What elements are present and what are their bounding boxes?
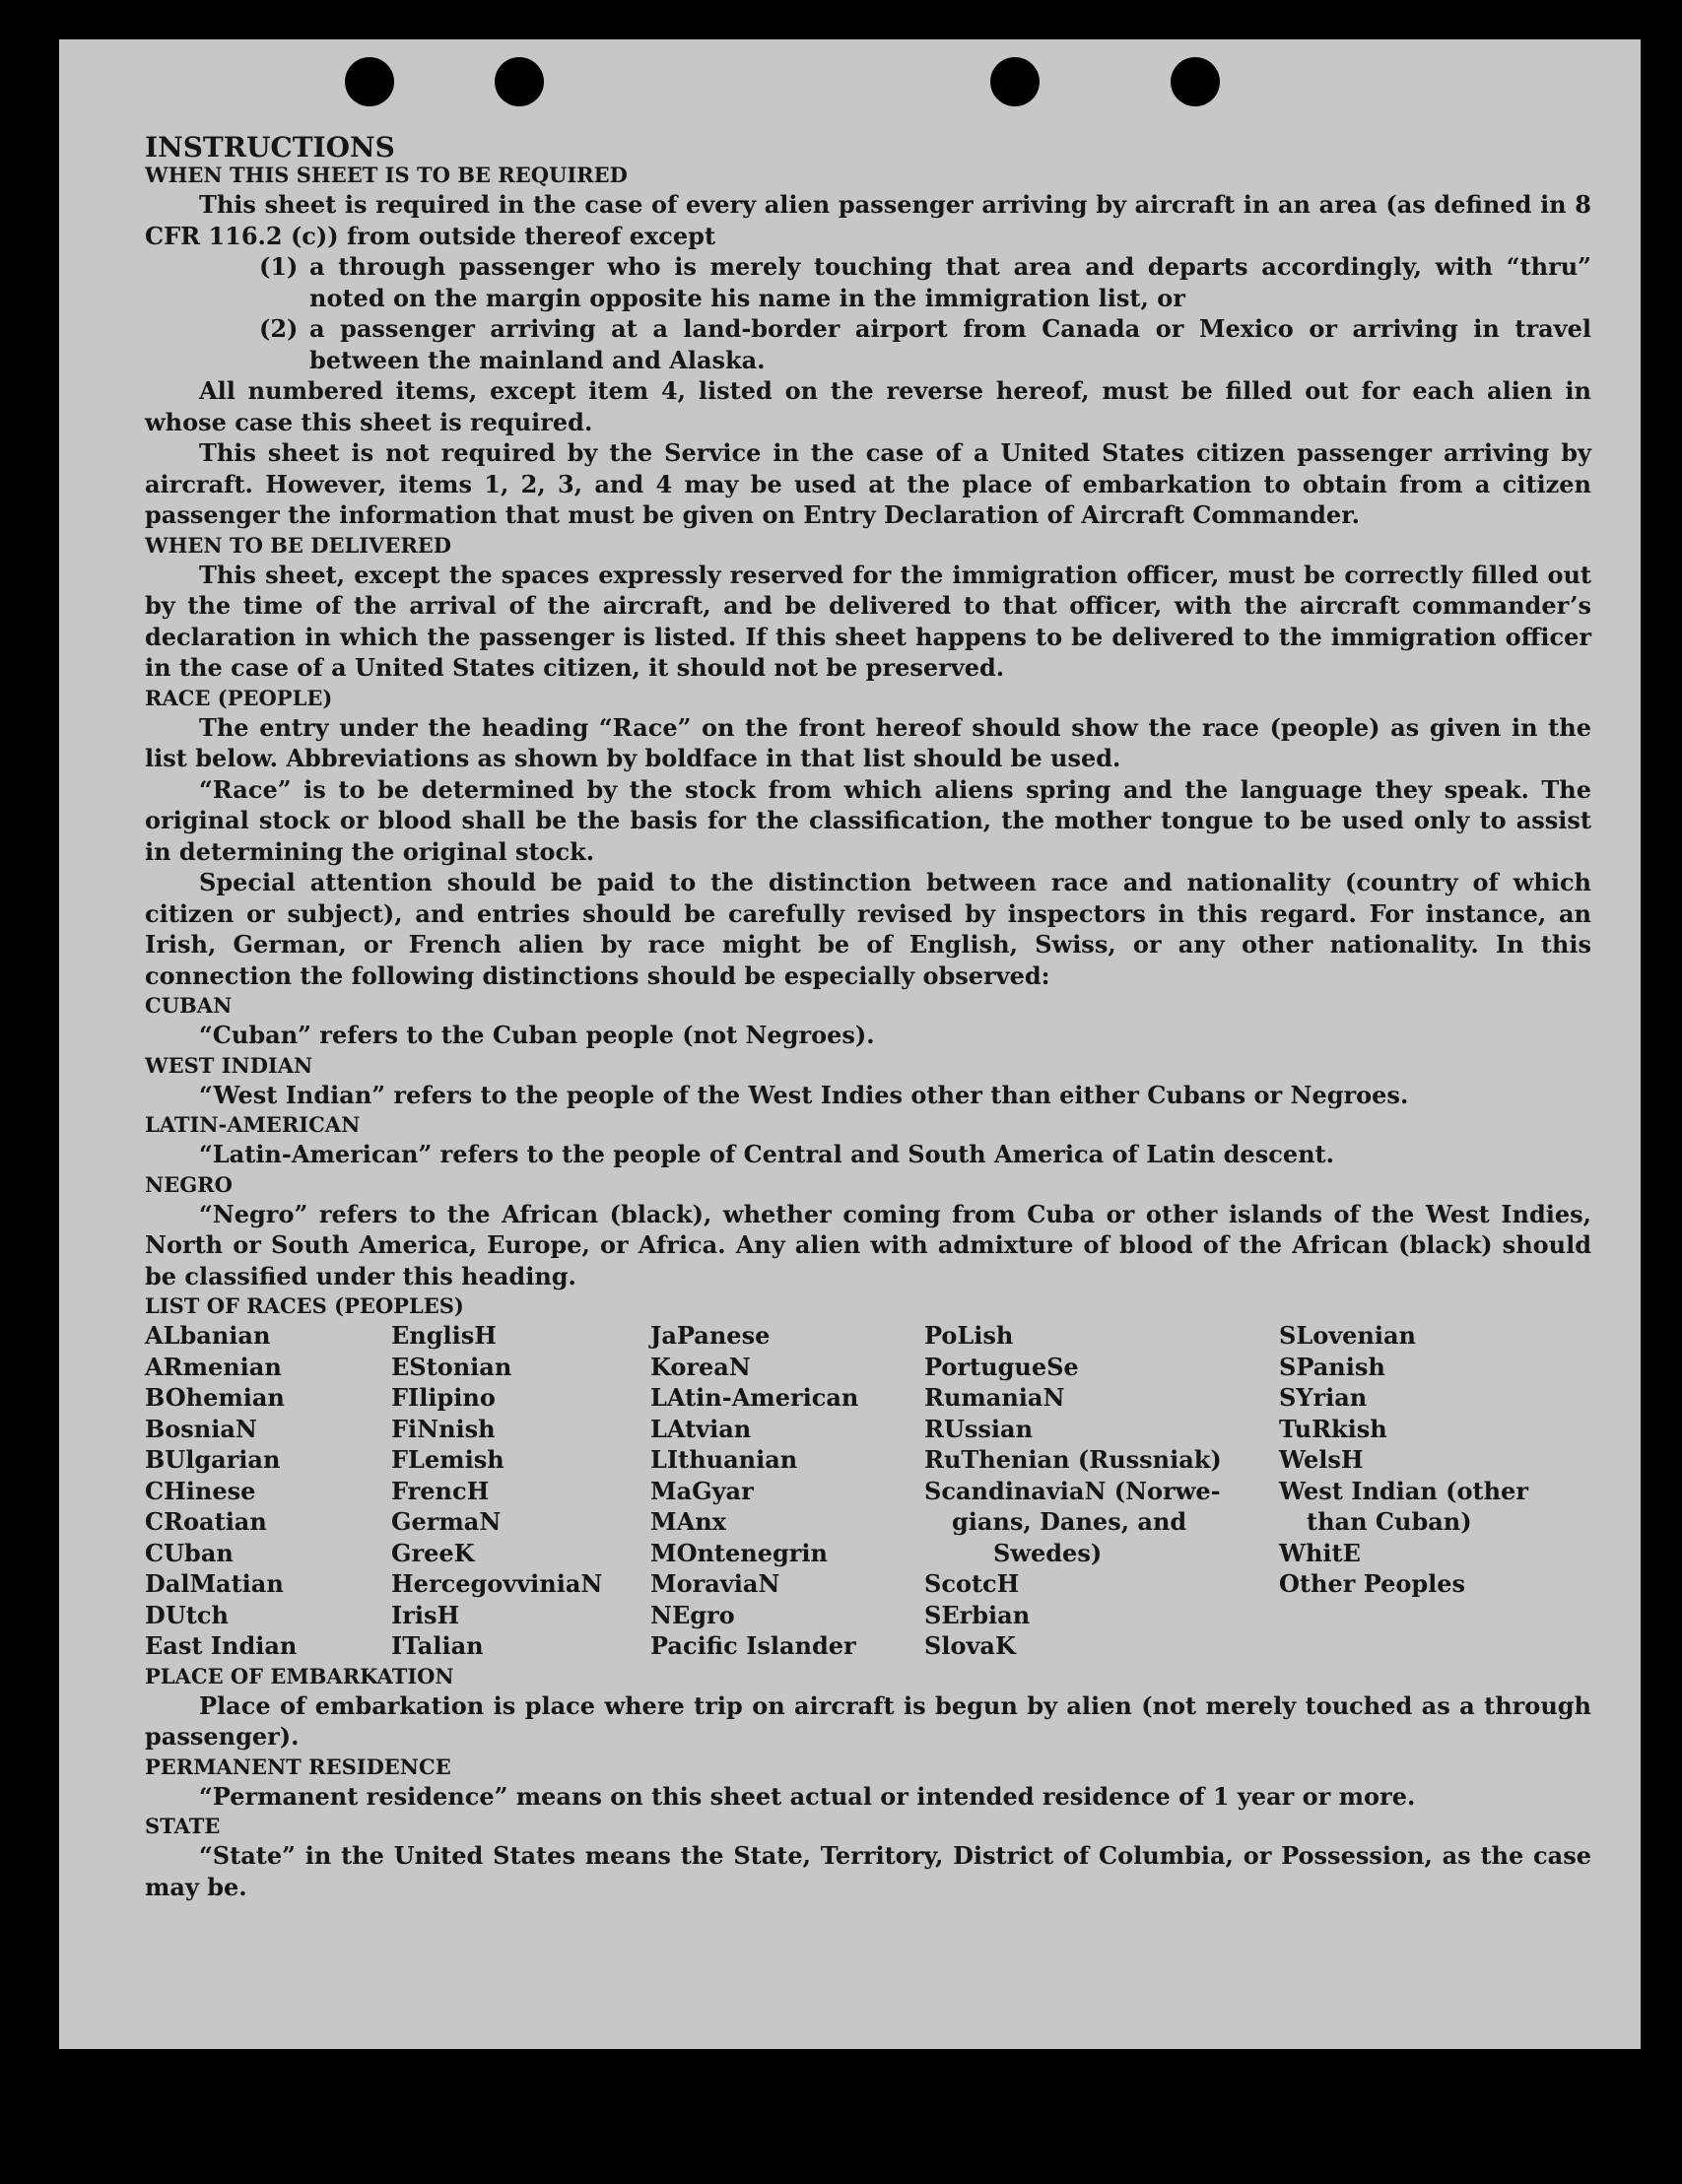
page-title: INSTRUCTIONS xyxy=(145,131,395,164)
when-delivered-text: This sheet, except the spaces expressly reserved for the immigration officer, must be correctly filled out by the time of the arrival of the aircraft, and be delivered to that officer, with the aircraft commander’s declaration in which the passenger is listed. If this sheet happens to be delivered to the immigration officer in the case of a United States citizen, it should not be preserved. xyxy=(145,560,1591,682)
item-number: (2) xyxy=(259,314,299,343)
race-entry-continued: gians, Danes, and xyxy=(952,1507,1187,1536)
punch-hole xyxy=(495,57,544,106)
race-heading: RACE (PEOPLE) xyxy=(145,685,333,710)
race-entry: LAtvian xyxy=(650,1414,752,1443)
race-entry: JaPanese xyxy=(650,1321,771,1350)
race-entry: SPanish xyxy=(1279,1352,1385,1381)
negro-text: “Negro” refers to the African (black), whether coming from Cuba or other islands of the West Indies, North or South America, Europe, or Africa. Any alien with admixture of blood of the African (black) should be classified under this heading. xyxy=(145,1199,1591,1291)
west-indian-heading: WEST INDIAN xyxy=(145,1052,313,1078)
latin-american-text: “Latin-American” refers to the people of Central and South America of Latin descent. xyxy=(199,1140,1334,1168)
state-text: “State” in the United States means the State, Territory, District of Columbia, or Possession, as the case may be. xyxy=(145,1841,1591,1901)
negro-heading: NEGRO xyxy=(145,1171,233,1197)
race-entry: ITalian xyxy=(391,1631,484,1660)
race-entry: ALbanian xyxy=(145,1321,271,1350)
item-number: (1) xyxy=(259,252,299,281)
race-entry: PortugueSe xyxy=(924,1352,1079,1381)
list-of-races-heading: LIST OF RACES (PEOPLES) xyxy=(145,1293,464,1318)
residence-heading: PERMANENT RESIDENCE xyxy=(145,1754,451,1779)
race-entry: LAtin-American xyxy=(650,1383,859,1412)
when-required-intro: This sheet is required in the case of every alien passenger arriving by aircraft in an area (as defined in 8 CFR 116.2 (c)) from outside thereof except xyxy=(145,190,1591,250)
residence-text: “Permanent residence” means on this sheet actual or intended residence of 1 year or more. xyxy=(199,1781,1416,1811)
embarkation-text: Place of embarkation is place where trip on aircraft is begun by alien (not merely touched as a through passenger). xyxy=(145,1690,1591,1751)
race-entry-continued: than Cuban) xyxy=(1307,1507,1472,1536)
when-required-heading: WHEN THIS SHEET IS TO BE REQUIRED xyxy=(145,163,628,187)
race-entry: SYrian xyxy=(1279,1383,1368,1412)
races-column-5 xyxy=(1279,1320,1575,1662)
race-entry: MoraviaN xyxy=(650,1569,780,1598)
state-heading: STATE xyxy=(145,1814,221,1838)
exception-item-1 xyxy=(145,251,1591,313)
race-entry: WelsH xyxy=(1279,1445,1364,1474)
race-paragraph-3: Special attention should be paid to the distinction between race and nationality (country of which citizen or subject), and entries should be carefully revised by inspectors in this regard. For instance, an Irish, German, or French alien by race might be of English, Swiss, or any other nationality. In this connection the following distinctions should be especially observed: xyxy=(145,868,1591,990)
cuban-text: “Cuban” refers to the Cuban people (not Negroes). xyxy=(199,1021,875,1049)
instructions-text xyxy=(145,130,1591,1902)
race-entry: NEgro xyxy=(650,1600,735,1629)
race-entry: East Indian xyxy=(145,1631,298,1660)
race-entry: Pacific Islander xyxy=(650,1631,856,1660)
races-column-4 xyxy=(924,1320,1279,1662)
race-entry: SlovaK xyxy=(924,1631,1016,1660)
race-entry: ScotcH xyxy=(924,1569,1020,1598)
race-entry: GermaN xyxy=(391,1507,502,1536)
race-entry: FLemish xyxy=(391,1445,505,1474)
race-entry: KoreaN xyxy=(650,1352,751,1381)
race-entry: DUtch xyxy=(145,1600,229,1629)
race-entry: ARmenian xyxy=(145,1352,282,1381)
embarkation-heading: PLACE OF EMBARKATION xyxy=(145,1663,454,1688)
race-entry: EnglisH xyxy=(391,1321,497,1350)
race-entry: CUban xyxy=(145,1538,234,1567)
race-entry: PoLish xyxy=(924,1321,1014,1350)
race-entry: CRoatian xyxy=(145,1507,267,1536)
item-text: a passenger arriving at a land-border airport from Canada or Mexico or arriving in travel between the mainland and Alaska. xyxy=(309,314,1591,374)
race-entry: TuRkish xyxy=(1279,1414,1387,1443)
race-paragraph-1: The entry under the heading “Race” on the front hereof should show the race (people) as given in the list below. Abbreviations as shown by boldface in that list should be used. xyxy=(145,712,1591,772)
races-column-1 xyxy=(145,1320,391,1662)
race-entry: MAnx xyxy=(650,1507,726,1536)
race-entry: FrencH xyxy=(391,1476,490,1505)
races-column-3 xyxy=(650,1320,924,1662)
race-entry: ScandinaviaN (Norwe- xyxy=(924,1476,1221,1505)
race-entry: DalMatian xyxy=(145,1569,284,1598)
document-page xyxy=(59,39,1641,2049)
citizen-paragraph: This sheet is not required by the Service in the case of a United States citizen passenger arriving by aircraft. However, items 1, 2, 3, and 4 may be used at the place of embarkation to obtain from a citizen passenger the information that must be given on Entry Declaration of Aircraft Commander. xyxy=(145,438,1591,529)
race-entry: MaGyar xyxy=(650,1476,754,1505)
race-entry: Other Peoples xyxy=(1279,1569,1466,1598)
race-entry: IrisH xyxy=(391,1600,460,1629)
race-entry: RUssian xyxy=(924,1414,1034,1443)
numbered-items-paragraph: All numbered items, except item 4, listed on the reverse hereof, must be filled out for each alien in whose case this sheet is required. xyxy=(145,376,1591,436)
race-entry: SLovenian xyxy=(1279,1321,1416,1350)
race-entry: HercegovviniaN xyxy=(391,1569,603,1598)
item-text: a through passenger who is merely touching that area and departs accordingly, with “thru” noted on the margin opposite his name in the immigration list, or xyxy=(309,252,1591,312)
punch-hole xyxy=(1171,57,1220,106)
exception-item-2 xyxy=(145,313,1591,375)
races-list xyxy=(145,1320,1591,1662)
west-indian-text: “West Indian” refers to the people of the West Indies other than either Cubans or Negroes. xyxy=(199,1080,1409,1109)
cuban-heading: CUBAN xyxy=(145,993,233,1018)
race-entry-continued: Swedes) xyxy=(993,1538,1103,1567)
race-entry: West Indian (other xyxy=(1279,1476,1528,1505)
when-delivered-heading: WHEN TO BE DELIVERED xyxy=(145,532,452,558)
race-entry: SErbian xyxy=(924,1600,1031,1629)
race-entry: FiNnish xyxy=(391,1414,496,1443)
race-entry: RumaniaN xyxy=(924,1383,1065,1412)
race-entry: WhitE xyxy=(1279,1538,1361,1567)
race-entry: MOntenegrin xyxy=(650,1538,828,1567)
race-entry: BOhemian xyxy=(145,1383,285,1412)
race-entry: GreeK xyxy=(391,1538,475,1567)
race-entry: CHinese xyxy=(145,1476,256,1505)
punch-hole xyxy=(345,57,394,106)
race-entry: LIthuanian xyxy=(650,1445,798,1474)
race-entry: RuThenian (Russniak) xyxy=(924,1445,1222,1474)
race-entry: BosniaN xyxy=(145,1414,257,1443)
race-paragraph-2: “Race” is to be determined by the stock from which aliens spring and the language they speak. The original stock or blood shall be the basis for the classification, the mother tongue to be used only to assist in determining the original stock. xyxy=(145,774,1591,866)
punch-hole xyxy=(990,57,1040,106)
race-entry: FIlipino xyxy=(391,1383,496,1412)
latin-american-heading: LATIN-AMERICAN xyxy=(145,1112,361,1137)
race-entry: EStonian xyxy=(391,1352,512,1381)
races-column-2 xyxy=(391,1320,650,1662)
race-entry: BUlgarian xyxy=(145,1445,281,1474)
